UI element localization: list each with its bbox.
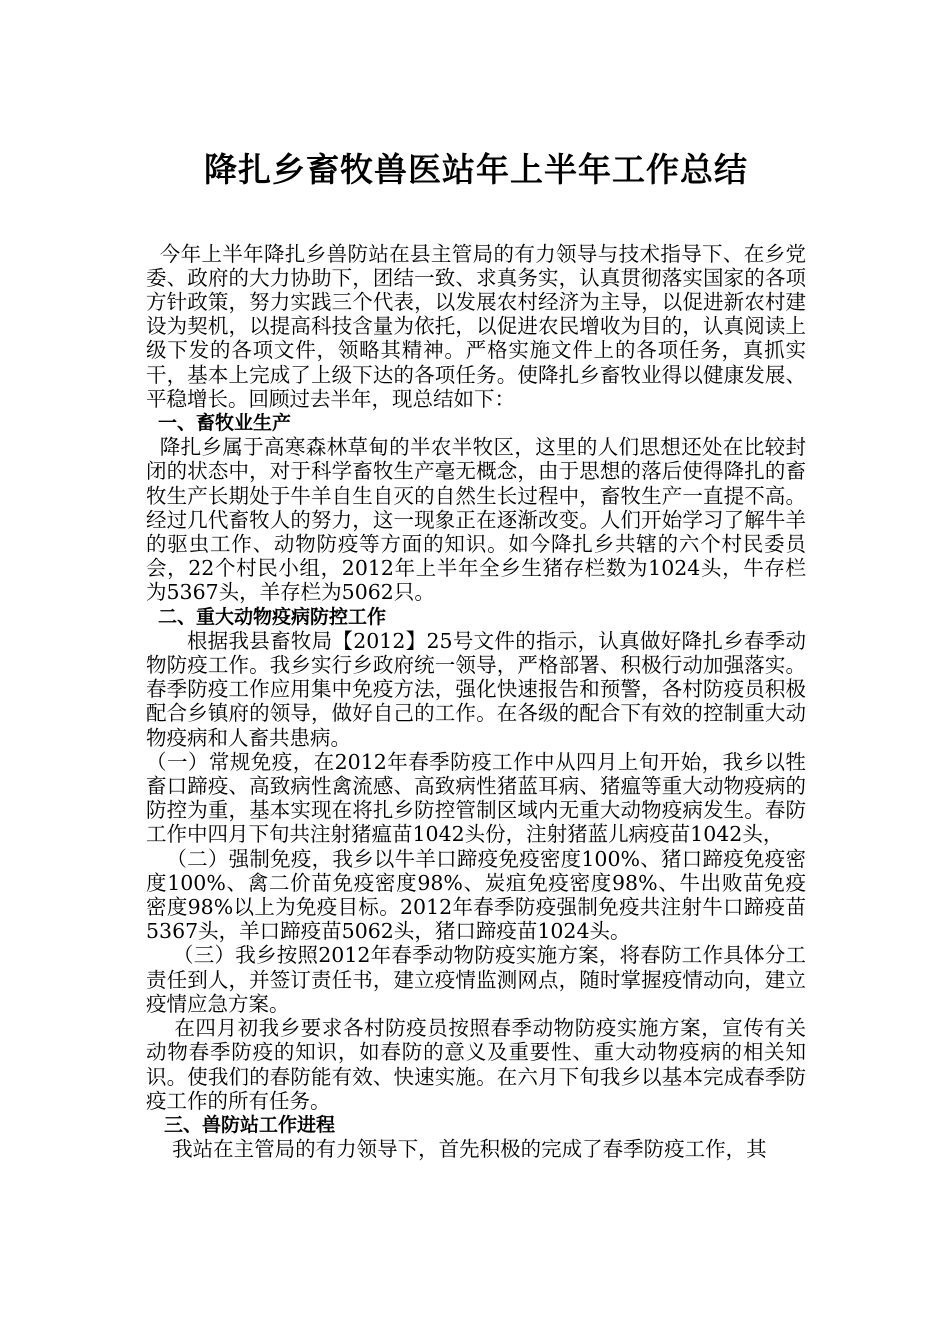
section-body-livestock: 降扎乡属于高寒森林草甸的半农半牧区，这里的人们思想还处在比较封闭的状态中，对于科学畜牧生产毫无概念，由于思想的落后使得降扎的畜牧生产长期处于牛羊自生自灭的自然生长过程中，畜牧生产一直提不高。经过几代畜牧人的努力，这一现象正在逐渐改变。人们开始学习了解牛羊的驱虫工作、动物防疫等方面的知识。如今降扎乡共辖的六个村民委员会，22个村民小组，2012年上半年全乡生猪存栏数为1024头，牛存栏为5367头，羊存栏为5062只。 — [146, 435, 806, 605]
section-heading-station-progress: 三、兽防站工作进程 — [164, 1113, 336, 1136]
list-item-mandatory-immunization: （二）强制免疫，我乡以牛羊口蹄疫免疫密度100%、猪口蹄疫免疫密度100%、禽二价苗免疫密度98%、炭疽免疫密度98%、牛出败苗免疫密度98%以上为免疫目标。2012年春季防疫强制免疫共注射牛口蹄疫苗5367头，羊口蹄疫苗5062头，猪口蹄疫苗1024头。 — [146, 846, 806, 944]
section-closing-paragraph: 在四月初我乡要求各村防疫员按照春季动物防疫实施方案，宣传有关动物春季防疫的知识，如春防的意义及重要性、重大动物疫病的相关知识。使我们的春防能有效、快速实施。在六月下旬我乡以基本完成春季防疫工作的所有任务。 — [146, 1016, 806, 1113]
section-heading-livestock: 一、畜牧业生产 — [158, 412, 292, 435]
list-item-responsibility-plan: （三）我乡按照2012年春季动物防疫实施方案，将春防工作具体分工责任到人，并签订责任书，建立疫情监测网点，随时掌握疫情动向，建立疫情应急方案。 — [146, 943, 806, 1016]
section-body-station-progress: 我站在主管局的有力领导下，首先积极的完成了春季防疫工作，其 — [146, 1137, 767, 1162]
section-body-epidemic-control: 根据我县畜牧局【2012】25号文件的指示，认真做好降扎乡春季动物防疫工作。我乡实行乡政府统一领导，严格部署、积极行动加强落实。春季防疫工作应用集中免疫方法，强化快速报告和预警，各村防疫员积极配合乡镇府的领导，做好自己的工作。在各级的配合下有效的控制重大动物疫病和人畜共患病。 — [146, 628, 806, 750]
page-title: 降扎乡畜牧兽医站年上半年工作总结 — [204, 150, 748, 189]
intro-paragraph: 今年上半年降扎乡兽防站在县主管局的有力领导与技术指导下、在乡党委、政府的大力协助下，团结一致、求真务实，认真贯彻落实国家的各项方针政策，努力实践三个代表，以发展农村经济为主导，以促进新农村建设为契机，以提高科技含量为依托，以促进农民增收为目的，认真阅读上级下发的各项文件，领略其精神。严格实施文件上的各项任务，真抓实干，基本上完成了上级下达的各项任务。使降扎乡畜牧业得以健康发展、平稳增长。回顾过去半年，现总结如下： — [146, 241, 806, 411]
list-item-routine-immunization: （一）常规免疫，在2012年春季防疫工作中从四月上旬开始，我乡以牲畜口蹄疫、高致病性禽流感、高致病性猪蓝耳病、猪瘟等重大动物疫病的防控为重，基本实现在将扎乡防控管制区域内无重大动物疫病发生。春防工作中四月下旬共注射猪瘟苗1042头份，注射猪蓝儿病疫苗1042头， — [146, 749, 806, 847]
section-heading-epidemic-control: 二、重大动物疫病防控工作 — [158, 605, 387, 628]
document-page — [146, 150, 806, 1161]
